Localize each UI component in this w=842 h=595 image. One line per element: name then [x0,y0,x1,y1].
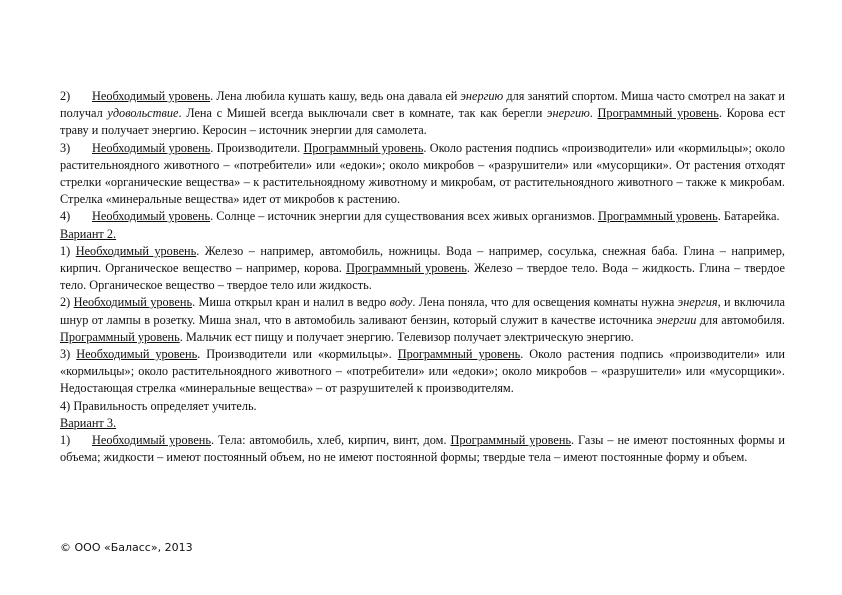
program-level-label: Программный уровень [597,106,719,121]
italic-term: энергия [677,295,718,310]
item-number: 4) [60,209,71,224]
necessary-level-label: Необходимый уровень [75,243,197,258]
necessary-level-label: Необходимый уровень [92,89,211,103]
v1-answer-2 [60,88,785,140]
v2-answer-1 [60,243,785,295]
program-level-label: Программный уровень [60,329,180,344]
program-level-label: Программный уровень [450,433,572,448]
v3-answer-1 [60,432,785,466]
answer-content [60,88,785,466]
program-level-label: Программный уровень [346,261,467,276]
program-level-label: Программный уровень [303,140,424,155]
italic-term: воду [389,295,413,310]
text: . [589,106,598,121]
text: . Около растения подпись «производители» или «кормильцы»; около растительноядного животного – «потребители» или «едоки»; около микробов – «разрушители» или «мусорщики». Недостающая стрелка «минеральные вещества» – от разрушителей к производителям. [60,347,785,396]
item-number: 1) [60,243,71,258]
program-level-label: Программный уровень [397,347,521,362]
variant-title: Вариант 3. [60,415,117,430]
item-number: 1) [60,433,71,448]
text: . Производители. [210,140,304,155]
text: для занятий спортом. Миша часто смотрел на закат и получал [60,89,785,121]
text: . Производители или «кормильцы». [197,347,398,362]
text: 4) Правильность определяет учитель. [60,398,257,413]
text: . Лена поняла, что для освещения комнаты нужна [412,295,678,310]
text: . Мальчик ест пищу и получает энергию. Телевизор получает электрическую энергию. [179,329,634,344]
italic-term: энергии [656,312,697,327]
text: . Лена с Мишей всегда выключали свет в комнате, так как берегли [178,106,548,121]
text: . Газы – не имеют постоянных формы и объема; жидкости – имеют постоянный объем, но не имеют постоянной формы; твердые тела – имеют постоянные форму и объем. [60,433,785,465]
text: , и включила шнур от лампы в розетку. Миша знал, что в автомобиль заливают бензин, который служит в качестве источника [60,295,785,327]
text: . Железо – твердое тело. Вода – жидкость. Глина – твердое тело. Органическое вещество – твердое тело или жидкость. [60,261,786,293]
italic-term: энергию [547,106,590,121]
text: . Солнце – источник энергии для существования всех живых организмов. [210,209,598,224]
text: для автомобиля. [696,312,785,327]
item-number: 3) [60,140,71,155]
necessary-level-label: Необходимый уровень [92,433,211,448]
text: . Корова ест траву и получает энергию. Керосин – источник энергии для самолета. [60,106,785,138]
text: . Железо – например, автомобиль, ножницы. Вода – например, сосулька, снежная баба. Глина – например, кирпич. Органическое вещество – например, корова. [60,243,785,276]
italic-term: энергию [460,89,504,103]
variant-title: Вариант 2. [60,226,117,241]
necessary-level-label: Необходимый уровень [73,295,193,310]
v2-answer-4 [60,398,785,415]
item-number: 2) [60,89,71,103]
variant-3-title [60,415,785,432]
italic-term: удовольствие [107,106,179,121]
necessary-level-label: Необходимый уровень [92,140,211,155]
variant-2-title [60,226,785,243]
copyright-footer: © ООО «Баласс», 2013 [60,541,193,554]
program-level-label: Программный уровень [598,209,718,224]
text: . Около растения подпись «производители» или «кормильцы»; около растительноядного животного – «потребители» или «едоки»; около микробов – «разрушители» или «мусорщики». От растения отходят стрелки «органические вещества» – к растительноядному животному и микробам, от растительноядного животного – также к микробам. Стрелка «минеральные вещества» идет от микробов к растению. [60,140,785,207]
text: . Тела: автомобиль, хлеб, кирпич, винт, дом. [210,433,451,448]
item-number: 3) [60,347,71,362]
text: . Миша открыл кран и налил в ведро [192,295,390,310]
necessary-level-label: Необходимый уровень [92,209,211,224]
text: . Лена любила кушать кашу, ведь она давала ей [210,89,461,103]
v2-answer-3 [60,346,785,398]
necessary-level-label: Необходимый уровень [76,347,198,362]
v2-answer-2 [60,294,785,346]
item-number: 2) [60,295,71,310]
text: . Батарейка. [717,209,780,224]
v1-answer-3 [60,140,785,209]
v1-answer-4 [60,208,785,225]
